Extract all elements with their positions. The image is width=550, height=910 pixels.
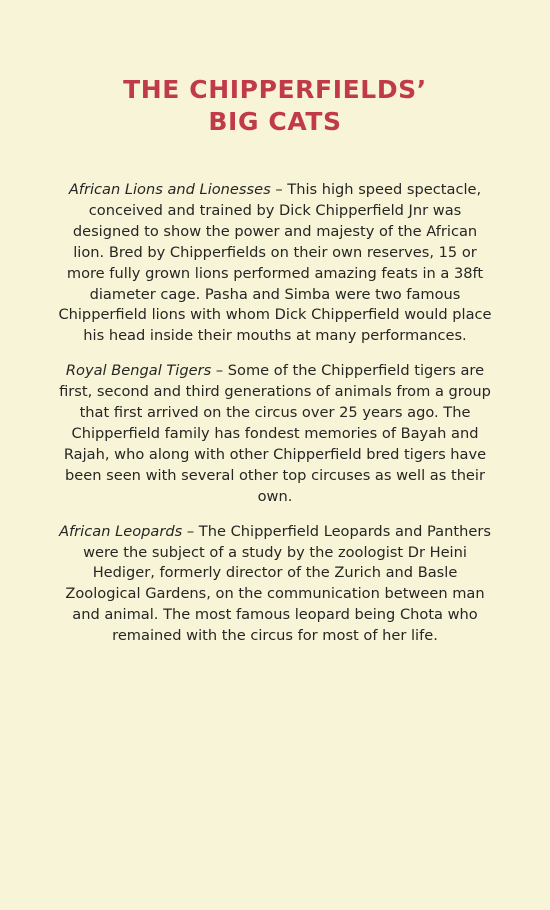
article-body [58, 180, 492, 647]
page-title [58, 74, 492, 138]
paragraph-leopards [58, 522, 492, 647]
page-title-line-2: BIG CATS [208, 107, 342, 136]
paragraph-text: – This high speed spectacle, conceived and trained by Dick Chipperfield Jnr was designed to show the power and majesty of the African lion. Bred by Chipperfields on their own reserves, 15 or more fully grown lions performed amazing feats in a 38ft diameter cage. Pasha and Simba were two famous Chipperfield lions with whom Dick Chipperfield would place his head inside their mouths at many performances. [58, 181, 492, 345]
paragraph-text: – The Chipperfield Leopards and Panthers were the subject of a study by the zoologist Dr Heini Hediger, formerly director of the Zurich and Basle Zoological Gardens, on the communication between man and animal. The most famous leopard being Chota who remained with the circus for most of her life. [65, 522, 491, 645]
paragraph-tigers [58, 361, 492, 507]
paragraph-heading: Royal Bengal Tigers [65, 362, 212, 380]
paragraph-text: – Some of the Chipperfield tigers are first, second and third generations of animals from a group that first arrived on the circus over 25 years ago. The Chipperfield family has fondest memories of Bayah and Rajah, who along with other Chipperfield bred tigers have been seen with several other top circuses as well as their own. [59, 362, 491, 505]
paragraph-lions [58, 180, 492, 347]
paragraph-heading: African Lions and Lionesses [68, 181, 271, 198]
paragraph-heading: African Leopards [59, 522, 183, 540]
page-title-line-1: THE CHIPPERFIELDS’ [123, 75, 427, 104]
